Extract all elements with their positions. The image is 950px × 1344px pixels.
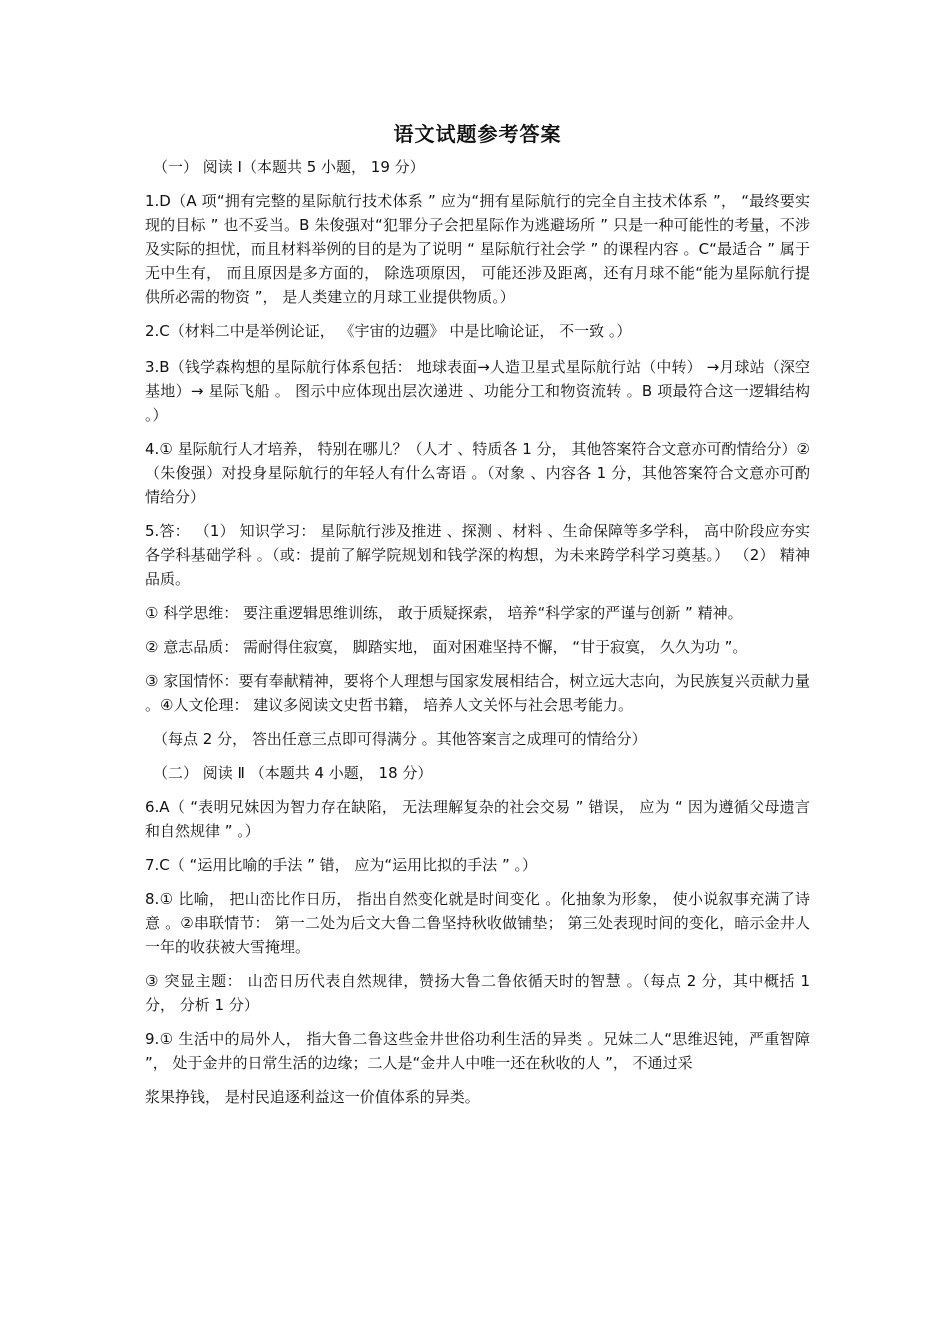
section-heading-reading-1: （一） 阅读 I（本题共 5 小题， 19 分）: [153, 158, 425, 176]
answer-8: 8.① 比喻， 把山峦比作日历， 指出自然变化就是时间变化 。化抽象为形象， 使小说叙事充满了诗意 。②串联情节： 第一二处为后文大鲁二鲁坚持秋收做铺垫； 第三处表现时间的变化，暗示金井人一年的收获被大雪掩埋。: [145, 890, 810, 956]
answer-3: 3.B（钱学森构想的星际航行体系包括： 地球表面→人造卫星式星际航行站（中转） →月球站（深空基地）→ 星际飞船 。 图示中应体现出层次递进 、功能分工和物资流转 。B 项最符合这一逻辑结构 。）: [145, 358, 810, 424]
answer-document: [145, 118, 810, 1119]
answer-4: 4.① 星际航行人才培养， 特别在哪儿？（人才 、特质各 1 分， 其他答案符合文意亦可酌情给分）②（朱俊强）对投身星际航行的年轻人有什么寄语 。（对象 、内容各 1 分，其他答案符合文意亦可酌情给分）: [145, 440, 810, 506]
section-heading-reading-2: （二） 阅读 Ⅱ （本题共 4 小题， 18 分）: [153, 764, 433, 782]
page-title: 语文试题参考答案: [393, 122, 562, 146]
answer-1: 1.D（A 项“拥有完整的星际航行技术体系 ” 应为“拥有星际航行的完全自主技术体系 ”， “最终要实现的目标 ” 也不妥当。B 朱俊强对“犯罪分子会把星际作为逃避场所 ” 只是一种可能性的考量，不涉及实际的担忧，而且材料举例的目的是为了说明 “ 星际航行社会学 ” 的课程内容 。C“最适合 ” 属于无中生有， 而且原因是多方面的， 除选项原因， 可能还涉及距离，还有月球不能“能为星际航行提供所必需的物资 ”， 是人类建立的月球工业提供物质。）: [145, 192, 810, 306]
answer-6: 6.A（ “表明兄妹因为智力存在缺陷， 无法理解复杂的社会交易 ” 错误， 应为 “ 因为遵循父母遗言和自然规律 ” 。）: [145, 798, 810, 840]
answer-8-point-3: ③ 突显主题： 山峦日历代表自然规律，赞扬大鲁二鲁依循天时的智慧 。（每点 2 分，其中概括 1 分， 分析 1 分）: [145, 972, 810, 1014]
answer-5: 5.答： （1） 知识学习： 星际航行涉及推进 、探测 、材料 、生命保障等多学科， 高中阶段应夯实各学科基础学科 。（或：提前了解学院规划和钱学深的构想，为未来跨学科学习奠基。） （2） 精神品质。: [145, 522, 810, 588]
answer-9-continued: 浆果挣钱， 是村民追逐利益这一价值体系的异类。: [145, 1088, 480, 1106]
answer-5-scoring-note: （每点 2 分， 答出任意三点即可得满分 。其他答案言之成理可的情给分）: [153, 730, 647, 748]
answer-5-point-2: ② 意志品质： 需耐得住寂寞， 脚踏实地， 面对困难坚持不懈， “甘于寂寞， 久久为功 ”。: [145, 638, 748, 656]
answer-5-point-3: ③ 家国情怀：要有奉献精神，要将个人理想与国家发展相结合，树立远大志向，为民族复兴贡献力量 。④人文伦理： 建议多阅读文史哲书籍， 培养人文关怀与社会思考能力。: [145, 672, 810, 714]
answer-5-point-1: ① 科学思维： 要注重逻辑思维训练， 敢于质疑探索， 培养“科学家的严谨与创新 ” 精神。: [145, 604, 743, 622]
answer-2: 2.C（材料二中是举例论证， 《宇宙的边疆》 中是比喻论证， 不一致 。）: [145, 322, 632, 340]
answer-7: 7.C（ “运用比喻的手法 ” 错， 应为“运用比拟的手法 ” 。）: [145, 856, 537, 874]
answer-9: 9.① 生活中的局外人， 指大鲁二鲁这些金井世俗功利生活的异类 。兄妹二人“思维迟钝，严重智障 ”， 处于金井的日常生活的边缘；二人是“金井人中唯一还在秋收的人 ”， 不通过采: [145, 1030, 810, 1072]
